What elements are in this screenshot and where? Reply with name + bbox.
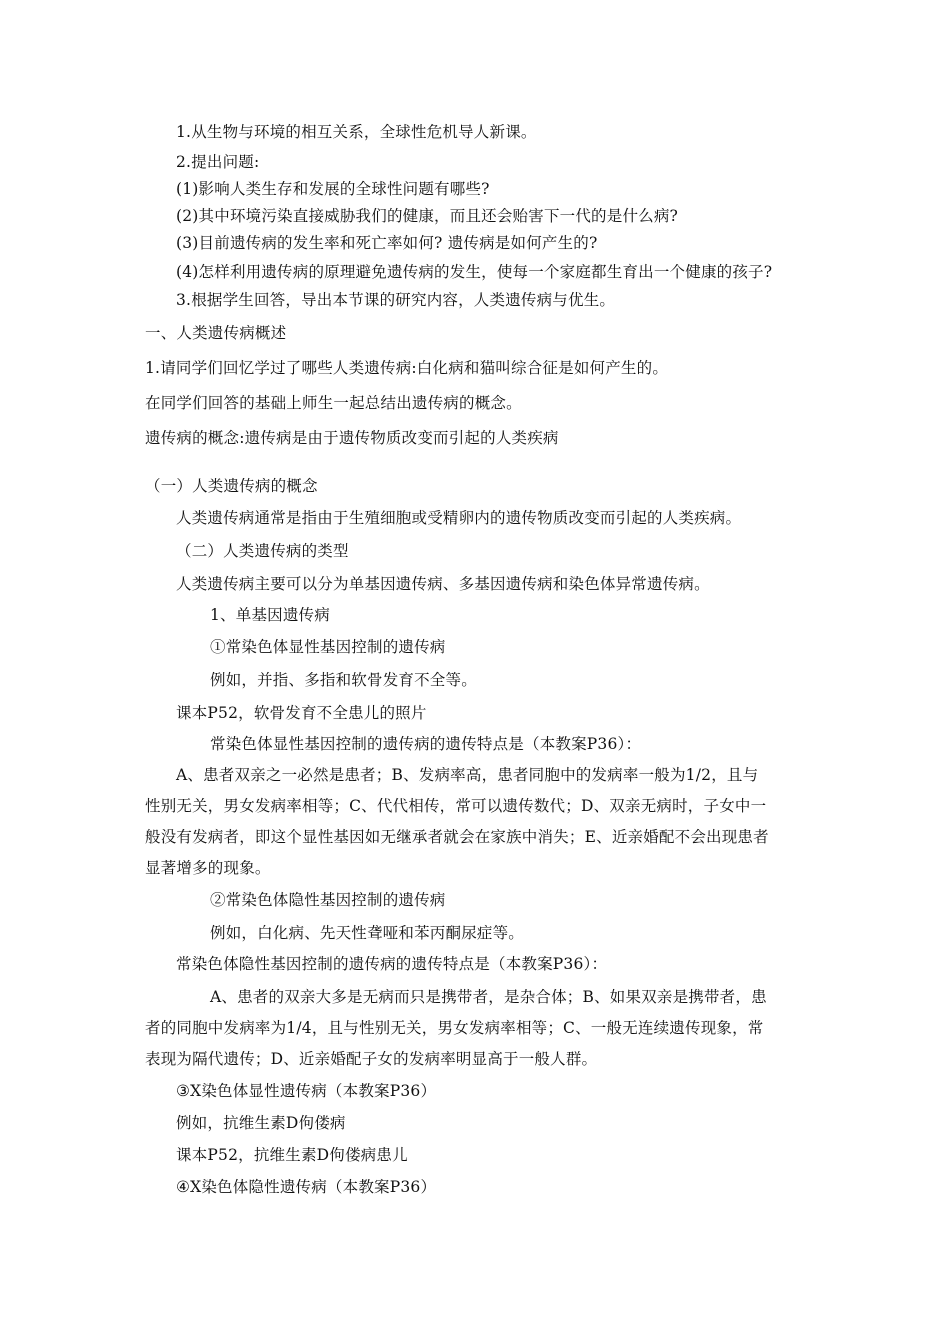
concept-heading: （一）人类遗传病的概念 bbox=[145, 477, 318, 495]
ar-title: ②常染色体隐性基因控制的遗传病 bbox=[210, 891, 446, 909]
intro-item-2: 2.提出问题: bbox=[176, 153, 260, 171]
ad-textbook-note: 课本P52，软骨发育不全患儿的照片 bbox=[176, 704, 427, 722]
ad-features-title: 常染色体显性基因控制的遗传病的遗传特点是（本教案P36）： bbox=[210, 735, 642, 753]
section-heading: 一、人类遗传病概述 bbox=[145, 324, 287, 342]
question-3: (3)目前遗传病的发生率和死亡率如何? 遗传病是如何产生的? bbox=[176, 234, 598, 252]
ad-features-line: 显著增多的现象。 bbox=[145, 859, 271, 877]
ar-features-line: A、患者的双亲大多是无病而只是携带者，是杂合体；B、如果双亲是携带者，患 bbox=[210, 988, 767, 1006]
ad-title: ①常染色体显性基因控制的遗传病 bbox=[210, 638, 446, 656]
ad-features-line: 般没有发病者，即这个显性基因如无继承者就会在家族中消失；E、近亲婚配不会出现患者 bbox=[145, 828, 769, 846]
xd-title: ③X染色体显性遗传病（本教案P36） bbox=[176, 1082, 437, 1100]
question-2: (2)其中环境污染直接威胁我们的健康，而且还会贻害下一代的是什么病? bbox=[176, 207, 679, 225]
xd-textbook-note: 课本P52，抗维生素D佝偻病患儿 bbox=[176, 1146, 408, 1164]
ad-features-line: A、患者双亲之一必然是患者；B、发病率高，患者同胞中的发病率一般为1/2，且与 bbox=[176, 766, 759, 784]
single-gene-heading: 1、单基因遗传病 bbox=[210, 606, 330, 624]
ar-features-title: 常染色体隐性基因控制的遗传病的遗传特点是（本教案P36）： bbox=[176, 955, 608, 973]
question-1: (1)影响人类生存和发展的全球性问题有哪些? bbox=[176, 180, 490, 198]
types-heading: （二）人类遗传病的类型 bbox=[176, 542, 349, 560]
ar-features-line: 者的同胞中发病率为1/4，且与性别无关，男女发病率相等；C、一般无连续遗传现象，常 bbox=[145, 1019, 764, 1037]
ar-example: 例如，白化病、先天性聋哑和苯丙酮尿症等。 bbox=[210, 924, 525, 942]
question-4: (4)怎样利用遗传病的原理避免遗传病的发生，使每一个家庭都生育出一个健康的孩子? bbox=[176, 263, 773, 281]
paragraph-recall: 1.请同学们回忆学过了哪些人类遗传病:白化病和猫叫综合征是如何产生的。 bbox=[145, 359, 669, 377]
paragraph-summary: 在同学们回答的基础上师生一起总结出遗传病的概念。 bbox=[145, 394, 522, 412]
types-intro: 人类遗传病主要可以分为单基因遗传病、多基因遗传病和染色体异常遗传病。 bbox=[176, 575, 710, 593]
intro-item-1: 1.从生物与环境的相互关系，全球性危机导人新课。 bbox=[176, 123, 537, 141]
ad-example: 例如，并指、多指和软骨发育不全等。 bbox=[210, 671, 477, 689]
xd-example: 例如，抗维生素D佝偻病 bbox=[176, 1114, 346, 1132]
ar-features-line: 表现为隔代遗传；D、近亲婚配子女的发病率明显高于一般人群。 bbox=[145, 1050, 598, 1068]
ad-features-line: 性别无关，男女发病率相等；C、代代相传，常可以遗传数代；D、双亲无病时，子女中一 bbox=[145, 797, 767, 815]
intro-item-3: 3.根据学生回答，导出本节课的研究内容，人类遗传病与优生。 bbox=[176, 291, 616, 309]
concept-text: 人类遗传病通常是指由于生殖细胞或受精卵内的遗传物质改变而引起的人类疾病。 bbox=[176, 509, 742, 527]
paragraph-definition: 遗传病的概念:遗传病是由于遗传物质改变而引起的人类疾病 bbox=[145, 429, 559, 447]
xr-title: ④X染色体隐性遗传病（本教案P36） bbox=[176, 1178, 437, 1196]
